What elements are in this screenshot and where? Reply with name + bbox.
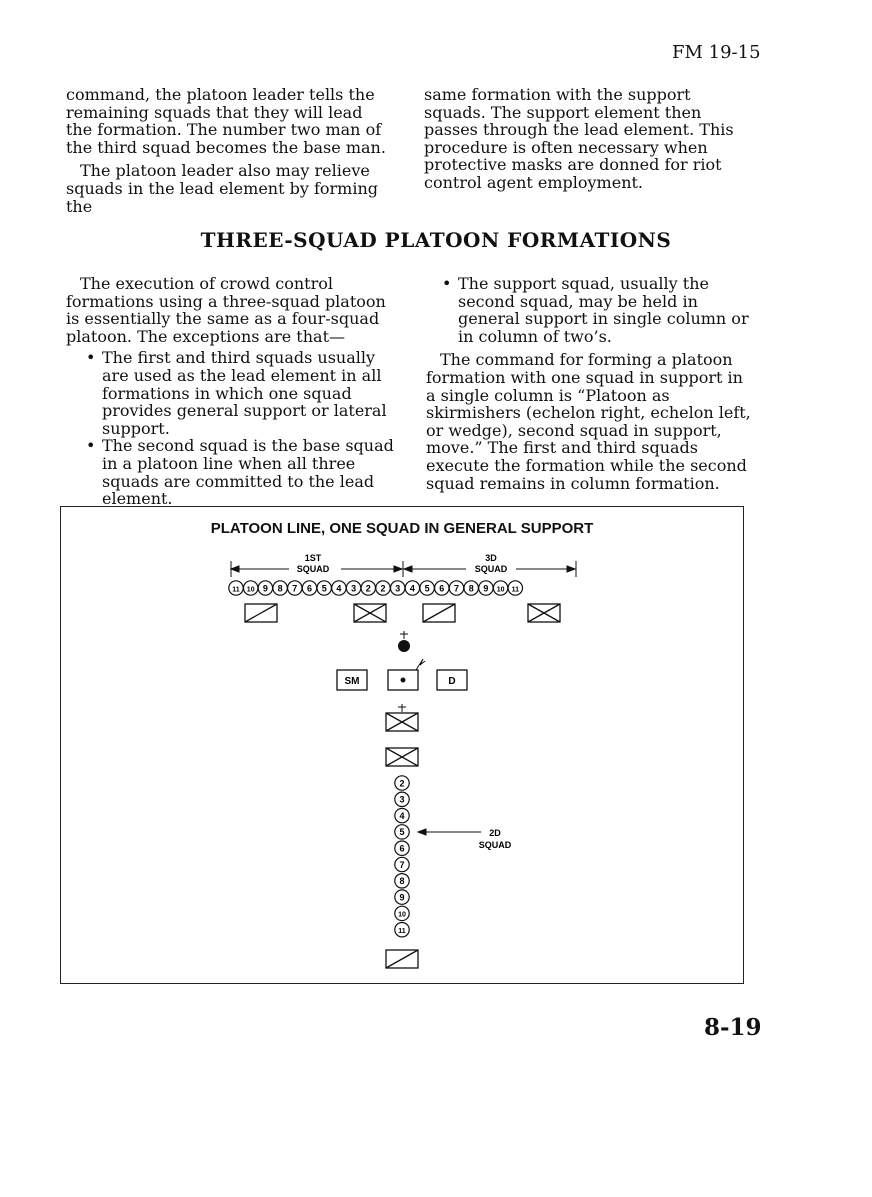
squad-member-number: 5 — [321, 583, 327, 594]
paragraph: same formation with the support squads. The support element then passes through the lead element. This procedure is often necessary when protective masks are donned for riot control agent employment. — [424, 85, 734, 192]
squad-member-number: 11 — [232, 586, 240, 594]
squad-member-number: 2 — [380, 583, 386, 594]
second-squad-member — [395, 808, 409, 822]
top-left-column — [66, 86, 392, 215]
first-squad-member — [229, 581, 243, 595]
squad-member-number: 9 — [483, 583, 489, 594]
squad-member-number: 2 — [399, 778, 405, 789]
command-group — [337, 659, 467, 690]
squad-member-number: 6 — [399, 843, 405, 854]
third-squad-member — [464, 581, 478, 595]
radio-antenna-icon — [416, 659, 425, 670]
d-box-label: D — [448, 676, 456, 687]
support-squad-leader — [386, 704, 418, 731]
squad-member-number: 4 — [399, 810, 405, 821]
sm-box-label: SM — [344, 676, 360, 687]
figure-frame — [60, 506, 744, 984]
first-squad-member — [288, 581, 302, 595]
lead-squad-leader-boxes — [245, 604, 560, 622]
label-1st: 1ST — [304, 553, 322, 563]
team-leader-symbol — [423, 604, 455, 622]
second-squad-member — [395, 906, 409, 920]
second-squad-member — [395, 776, 409, 790]
squad-member-number: 11 — [511, 586, 520, 594]
third-squad-member — [376, 581, 390, 595]
squad-member-number: 6 — [306, 583, 313, 594]
squad-member-number: 10 — [246, 586, 255, 594]
label-2d-squad: SQUAD — [478, 840, 512, 850]
paragraph: The command for forming a platoon formation with one squad in support in a single column is “Platoon as skirmishers (echelon right, echelon left, or wedge), second squad in support, move.” The first and third squads execute the formation while the second squad remains in column formation. — [426, 350, 751, 493]
third-squad-member — [391, 581, 405, 595]
page-number: 8-19 — [704, 1014, 762, 1041]
second-squad-member — [395, 874, 409, 888]
formation-diagram — [61, 507, 743, 983]
section-title: THREE-SQUAD PLATOON FORMATIONS — [200, 228, 672, 252]
top-right-column — [424, 86, 750, 192]
list-item: • The support squad, usually the second squad, may be held in general support in single column or in column of two’s. — [440, 275, 752, 345]
squad-member-number: 7 — [453, 583, 460, 594]
second-squad-member — [395, 792, 409, 806]
second-squad-column — [395, 776, 409, 937]
figure-title: PLATOON LINE, ONE SQUAD IN GENERAL SUPPORT — [210, 520, 594, 537]
second-squad-member — [395, 825, 409, 839]
first-squad-member — [361, 581, 375, 595]
platoon-line — [229, 581, 523, 595]
squad-width-arrows — [231, 561, 576, 577]
squad-member-number: 4 — [409, 583, 415, 594]
squad-member-number: 3 — [351, 583, 357, 594]
squad-member-number: 7 — [292, 583, 298, 594]
third-squad-member — [479, 581, 493, 595]
third-squad-member — [493, 581, 507, 595]
squad-member-number: 10 — [398, 911, 406, 919]
squad-member-number: 11 — [398, 928, 406, 935]
first-squad-member — [332, 581, 346, 595]
right-column — [426, 275, 752, 492]
manual-id: FM 19-15 — [672, 42, 761, 63]
second-squad-member — [395, 857, 409, 871]
first-squad-member — [302, 581, 316, 595]
squad-member-number: 9 — [262, 583, 268, 594]
first-squad-member — [244, 581, 258, 595]
label-2d: 2D — [489, 828, 501, 838]
left-column — [66, 275, 394, 508]
squad-member-number: 4 — [336, 583, 342, 594]
first-squad-member — [317, 581, 331, 595]
paragraph: command, the platoon leader tells the remaining squads that they will lead the formation. The number two man of the third squad becomes the base man. — [66, 85, 386, 157]
squad-member-number: 6 — [439, 583, 445, 594]
squad-member-number: 3 — [395, 583, 401, 594]
squad-leader-symbol — [528, 604, 560, 622]
second-squad-arrow — [418, 829, 481, 835]
second-squad-member — [395, 923, 409, 937]
first-squad-member — [258, 581, 272, 595]
squad-leader-symbol — [354, 604, 386, 622]
second-squad-member — [395, 890, 409, 904]
squad-member-number: 8 — [399, 876, 405, 887]
squad-member-number: 2 — [365, 583, 371, 594]
paragraph: The platoon leader also may relieve squads in the lead element by forming the — [66, 161, 379, 216]
platoon-leader-symbol — [398, 631, 410, 652]
paragraph: The execution of crowd control formations using a three-squad platoon is essentially the same as a four-squad platoon. The exceptions are that— — [66, 274, 386, 346]
third-squad-member — [435, 581, 449, 595]
squad-member-number: 9 — [399, 892, 405, 903]
third-squad-member — [405, 581, 419, 595]
third-squad-member — [420, 581, 434, 595]
squad-member-number: 7 — [399, 859, 405, 870]
first-squad-member — [273, 581, 287, 595]
support-team-leader — [386, 748, 418, 766]
squad-member-number: 3 — [399, 794, 405, 805]
squad-member-number: 5 — [424, 583, 430, 594]
third-squad-member — [449, 581, 463, 595]
label-3d-squad: SQUAD — [474, 564, 508, 574]
second-squad-member — [395, 841, 409, 855]
team-leader-symbol — [245, 604, 277, 622]
squad-member-number: 8 — [468, 583, 474, 594]
support-list — [440, 275, 752, 345]
third-squad-member — [508, 581, 522, 595]
rear-team-leader-symbol — [386, 950, 418, 968]
exceptions-list — [84, 349, 394, 507]
squad-member-number: 10 — [496, 586, 505, 594]
list-item: • The first and third squads usually are used as the lead element in all formations in which one squad provides general support or lateral support. — [84, 349, 394, 437]
label-1st-squad: SQUAD — [296, 564, 330, 574]
label-3d: 3D — [485, 553, 497, 563]
first-squad-member — [346, 581, 360, 595]
squad-member-number: 5 — [399, 827, 405, 838]
list-item: • The second squad is the base squad in a platoon line when all three squads are committed to the lead element. — [84, 437, 394, 507]
squad-member-number: 8 — [277, 583, 283, 594]
